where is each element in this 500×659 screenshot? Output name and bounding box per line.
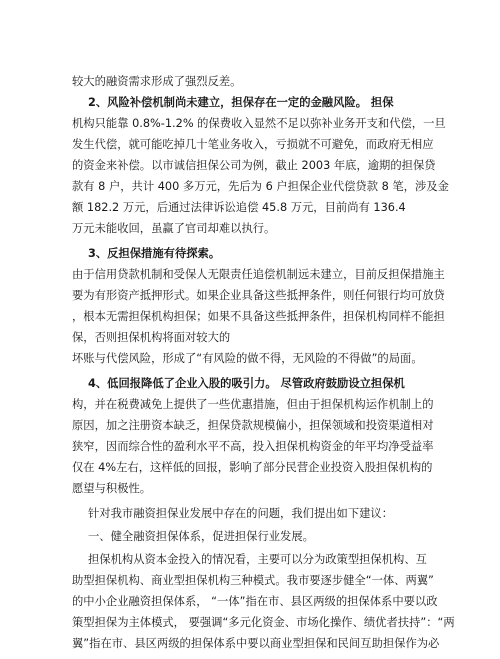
section-heading-4: 4、低回报降低了企业入股的吸引力。 尽管政府鼓励设立担保机: [88, 377, 405, 390]
text-line: 坏账与代偿风险，形成了“有风险的做不得，无风险的不得做”的局面。: [72, 352, 423, 365]
section-heading-2: 2、风险补偿机制尚未建立，担保存在一定的金融风险。 担保: [88, 96, 394, 109]
text-line: 担保机构从资本金投入的情况看，主要可以分为政策型担保机构、互: [88, 553, 427, 566]
section-heading-one: 一、健全融资担保体系，促进担保行业发展。: [88, 530, 314, 543]
text-line: 额 182.2 万元，后通过法律诉讼追偿 45.8 万元，目前尚有 136.4: [72, 201, 406, 214]
text-line: 策型担保为主体模式， 要强调“多元化资金、市场化操作、绩优者扶持”：“两: [72, 616, 455, 629]
text-line: 较大的融资需求形成了强烈反差。: [72, 75, 242, 88]
text-line: 针对我市融资担保业发展中存在的问题，我们提出如下建议：: [88, 507, 394, 520]
text-line: ，根本无需担保机构担保；如果不具备这些抵押条件，担保机构同样不能担: [72, 310, 445, 323]
text-line: 款有 8 户，共计 400 多万元，先后为 6 户担保企业代偿贷款 8 笔，涉及金: [72, 180, 449, 193]
text-line: 发生代偿，就可能吃掉几十笔业务收入，亏损就不可避免，而政府无相应: [72, 138, 434, 151]
text-line: 的中小企业融资担保体系， “一体”指在市、县区两级的担保体系中要以政: [72, 595, 438, 608]
text-line: 翼”指在市、县区两级的担保体系中要以商业型担保和民间互助担保作为必: [72, 637, 440, 650]
text-line: 机构只能靠 0.8%-1.2% 的保费收入显然不足以弥补业务开支和代偿，一旦: [72, 117, 446, 130]
text-line: 助型担保机构、商业型担保机构三种模式。我市要逐步健全“一体、两翼”: [72, 574, 434, 587]
text-line: 的资金来补偿。以市诚信担保公司为例，截止 2003 年底，逾期的担保贷: [72, 159, 436, 172]
text-line: 原因，加之注册资本缺乏，担保贷款规模偏小，担保领域和投资渠道相对: [72, 419, 434, 432]
text-line: 保，否则担保机构将面对较大的: [72, 331, 231, 344]
text-line: 仅在 4%左右，这样低的回报，影响了部分民营企业投资入股担保机构的: [72, 461, 433, 474]
text-line: 由于信用贷款机制和受保人无限责任追偿机制远未建立，目前反担保措施主: [72, 268, 445, 281]
text-line: 要为有形资产抵押形式。如果企业具备这些抵押条件，则任何银行均可放贷: [72, 289, 445, 302]
text-line: 狭窄，因而综合性的盈利水平不高，投入担保机构资金的年平均净受益率: [72, 440, 434, 453]
text-line: 愿望与积极性。: [72, 482, 152, 495]
text-line: 万元未能收回，虽赢了官司却难以执行。: [72, 222, 276, 235]
section-heading-3: 3、反担保措施有待探索。: [88, 247, 221, 260]
text-line: 构，并在税费减免上提供了一些优惠措施，但由于担保机构运作机制上的: [72, 398, 434, 411]
